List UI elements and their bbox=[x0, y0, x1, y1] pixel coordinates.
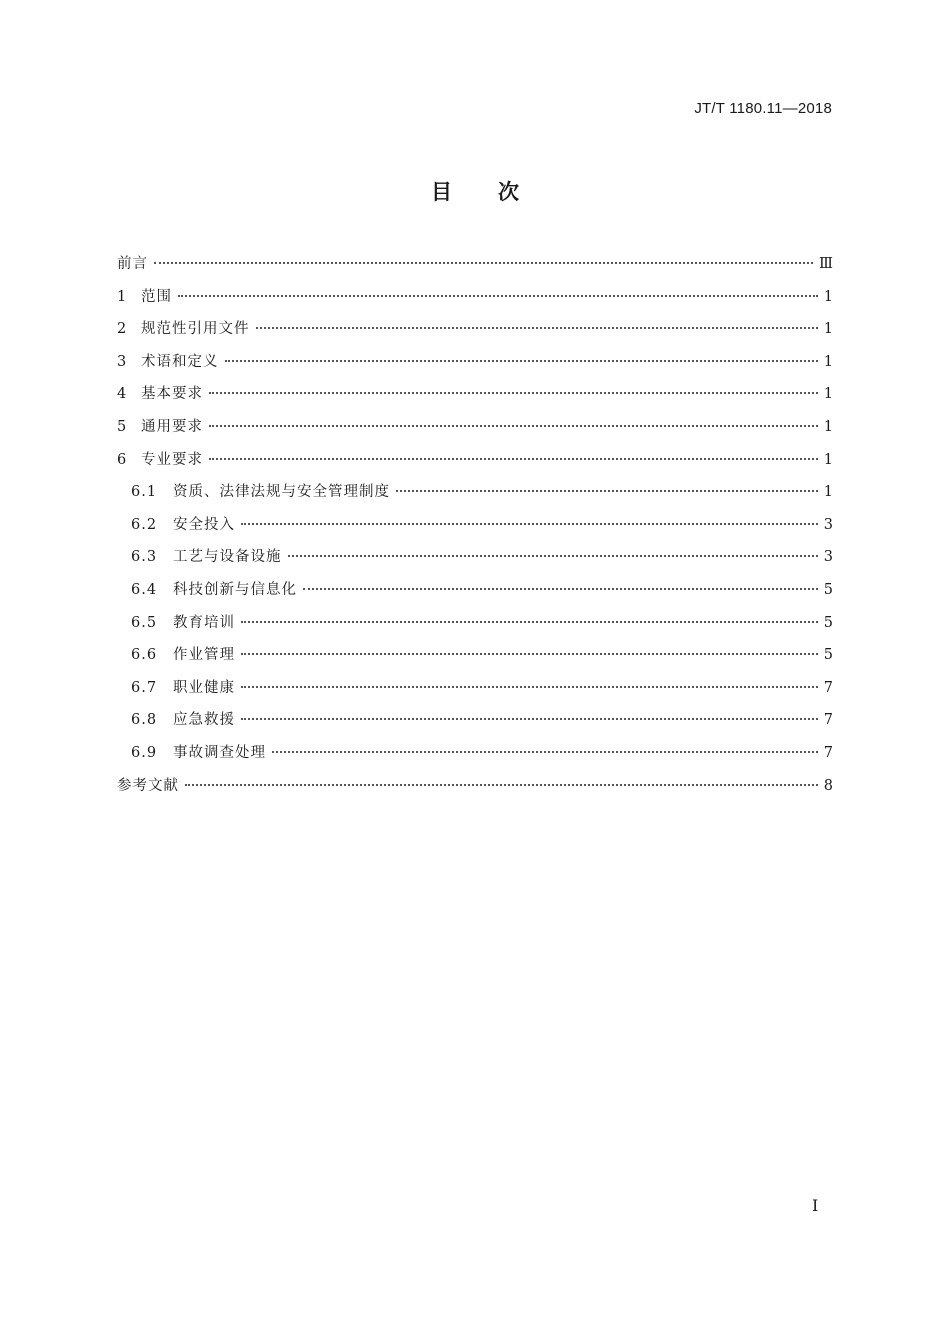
toc-entry-number: 6.9 bbox=[131, 744, 158, 761]
toc-entry-label: 基本要求 bbox=[141, 386, 203, 403]
toc-dot-leader bbox=[209, 458, 818, 460]
toc-dot-leader bbox=[154, 262, 813, 264]
toc-entry-label: 教育培训 bbox=[173, 614, 235, 631]
toc-entry[interactable] bbox=[117, 382, 833, 415]
toc-entry-label: 事故调查处理 bbox=[173, 744, 266, 761]
toc-dot-leader bbox=[288, 555, 818, 557]
toc-entry-number: 6.1 bbox=[131, 484, 158, 501]
toc-entry-label: 工艺与设备设施 bbox=[173, 549, 282, 566]
toc-entry[interactable] bbox=[117, 774, 833, 807]
toc-entry-label: 前言 bbox=[117, 256, 148, 272]
toc-entry-number: 6.5 bbox=[131, 614, 158, 631]
toc-entry-page: 1 bbox=[823, 288, 833, 305]
toc-dot-leader bbox=[178, 295, 818, 297]
toc-dot-leader bbox=[241, 686, 818, 688]
toc-entry-page: 7 bbox=[823, 679, 833, 696]
toc-dot-leader bbox=[241, 523, 818, 525]
toc-entry-number: 6.3 bbox=[131, 549, 158, 566]
toc-entry-number: 4 bbox=[117, 386, 127, 403]
toc-entry-label: 通用要求 bbox=[141, 418, 203, 435]
toc-entry-number: 6.7 bbox=[131, 679, 158, 696]
toc-dot-leader bbox=[225, 360, 818, 362]
toc-entry-page: 5 bbox=[823, 614, 833, 631]
table-of-contents bbox=[117, 252, 833, 806]
toc-entry-number: 1 bbox=[117, 288, 127, 305]
toc-entry-label: 科技创新与信息化 bbox=[173, 581, 297, 598]
toc-entry-number: 6.8 bbox=[131, 712, 158, 729]
toc-entry-page: 1 bbox=[823, 353, 833, 370]
toc-entry-number: 2 bbox=[117, 321, 127, 338]
toc-entry-page: 1 bbox=[823, 418, 833, 435]
toc-entry-page: 7 bbox=[823, 712, 833, 729]
toc-entry-number: 6.4 bbox=[131, 581, 158, 598]
toc-entry-label: 作业管理 bbox=[173, 647, 235, 664]
toc-entry-label: 参考文献 bbox=[117, 777, 179, 794]
toc-dot-leader bbox=[185, 784, 818, 786]
standard-code: JT/T 1180.11—2018 bbox=[694, 100, 832, 117]
toc-entry-label: 专业要求 bbox=[141, 451, 203, 468]
toc-entry-page: 1 bbox=[823, 386, 833, 403]
toc-dot-leader bbox=[241, 718, 818, 720]
toc-dot-leader bbox=[241, 621, 818, 623]
toc-entry[interactable] bbox=[117, 252, 833, 285]
toc-entry-number: 6.6 bbox=[131, 647, 158, 664]
toc-entry-label: 应急救援 bbox=[173, 712, 235, 729]
toc-entry[interactable] bbox=[117, 415, 833, 448]
toc-entry-label: 范围 bbox=[141, 288, 172, 305]
toc-entry[interactable] bbox=[117, 317, 833, 350]
toc-entry-label: 规范性引用文件 bbox=[141, 321, 250, 338]
toc-dot-leader bbox=[256, 327, 818, 329]
toc-entry[interactable] bbox=[117, 708, 833, 741]
toc-entry[interactable] bbox=[117, 448, 833, 481]
toc-entry-page: Ⅲ bbox=[819, 256, 833, 272]
toc-dot-leader bbox=[209, 392, 818, 394]
toc-entry-page: 1 bbox=[823, 451, 833, 468]
toc-entry-page: 3 bbox=[823, 516, 833, 533]
toc-dot-leader bbox=[241, 653, 818, 655]
toc-entry-page: 8 bbox=[823, 777, 833, 794]
toc-entry[interactable] bbox=[117, 643, 833, 676]
toc-dot-leader bbox=[209, 425, 818, 427]
toc-dot-leader bbox=[396, 490, 818, 492]
toc-entry-label: 资质、法律法规与安全管理制度 bbox=[173, 484, 390, 501]
toc-entry[interactable] bbox=[117, 285, 833, 318]
toc-dot-leader bbox=[272, 751, 818, 753]
toc-entry[interactable] bbox=[117, 578, 833, 611]
title-char-2: 次 bbox=[498, 180, 519, 204]
toc-entry[interactable] bbox=[117, 741, 833, 774]
toc-dot-leader bbox=[303, 588, 818, 590]
toc-entry-label: 安全投入 bbox=[173, 516, 235, 533]
toc-entry[interactable] bbox=[117, 545, 833, 578]
toc-entry-page: 1 bbox=[823, 484, 833, 501]
toc-entry-page: 5 bbox=[823, 581, 833, 598]
page-folio: I bbox=[812, 1196, 819, 1215]
toc-entry-page: 1 bbox=[823, 321, 833, 338]
page-title bbox=[0, 176, 950, 206]
toc-entry[interactable] bbox=[117, 676, 833, 709]
title-char-1: 目 bbox=[431, 180, 452, 204]
toc-entry-page: 3 bbox=[823, 549, 833, 566]
toc-entry[interactable] bbox=[117, 480, 833, 513]
toc-entry-page: 7 bbox=[823, 744, 833, 761]
toc-entry-number: 6 bbox=[117, 451, 127, 468]
toc-entry-label: 职业健康 bbox=[173, 679, 235, 696]
toc-entry[interactable] bbox=[117, 350, 833, 383]
toc-entry-number: 3 bbox=[117, 353, 127, 370]
toc-entry[interactable] bbox=[117, 611, 833, 644]
toc-entry-label: 术语和定义 bbox=[141, 353, 219, 370]
toc-entry[interactable] bbox=[117, 513, 833, 546]
toc-entry-number: 5 bbox=[117, 418, 127, 435]
toc-entry-number: 6.2 bbox=[131, 516, 158, 533]
toc-entry-page: 5 bbox=[823, 647, 833, 664]
